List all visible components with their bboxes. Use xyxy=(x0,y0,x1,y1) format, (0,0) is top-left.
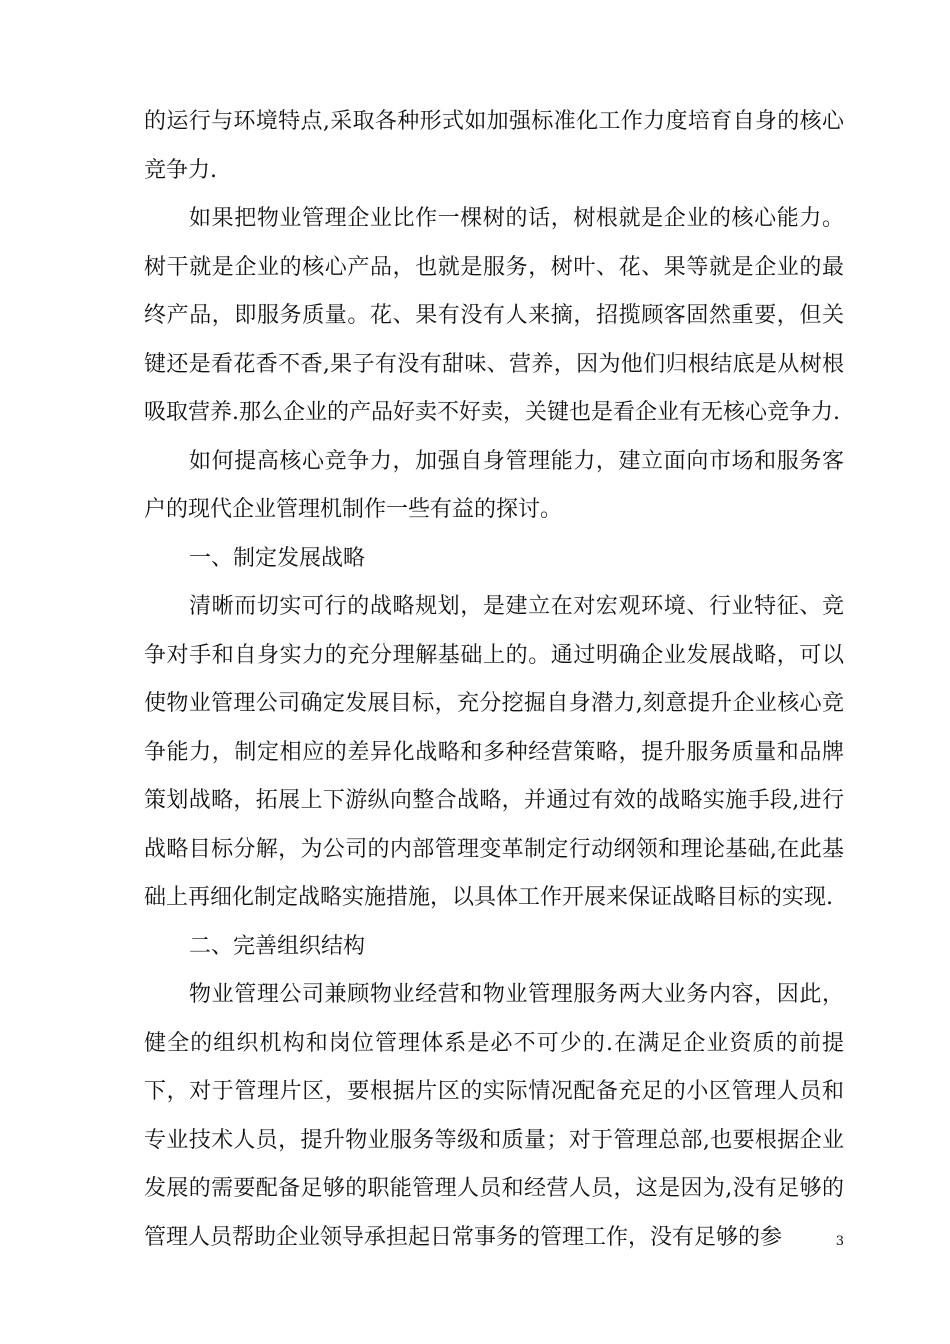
page-number: 3 xyxy=(835,1234,844,1249)
section-heading-organization: 二、完善组织结构 xyxy=(189,933,366,959)
paragraph-continuation: 的运行与环境特点,采取各种形式如加强标准化工作力度培育自身的核心竞争力. xyxy=(144,109,844,183)
section-heading-strategy: 一、制定发展战略 xyxy=(189,545,366,571)
paragraph-tree-analogy: 如果把物业管理企业比作一棵树的话，树根就是企业的核心能力。树干就是企业的核心产品，也就是服务，树叶、花、果等就是企业的最终产品，即服务质量。花、果有没有人来摘，招揽顾客固然重要，但关键还是看花香不香,果子有没有甜味、营养，因为他们归根结底是从树根吸取营养.那么企业的产品好卖不好卖，关键也是看企业有无核心竞争力. xyxy=(144,206,844,425)
paragraph-strategy: 清晰而切实可行的战略规划，是建立在对宏观环境、行业特征、竞争对手和自身实力的充分理解基础上的。通过明确企业发展战略，可以使物业管理公司确定发展目标，充分挖掘自身潜力,刻意提升企业核心竞争能力，制定相应的差异化战略和多种经营策略，提升服务质量和品牌策划战略，拓展上下游纵向整合战略，并通过有效的战略实施手段,进行战略目标分解，为公司的内部管理变革制定行动纲领和理论基础,在此基础上再细化制定战略实施措施，以具体工作开展来保证战略目标的实现. xyxy=(144,594,844,910)
body-text xyxy=(144,98,844,1262)
paragraph-core-competitiveness: 如何提高核心竞争力，加强自身管理能力，建立面向市场和服务客户的现代企业管理机制作一些有益的探讨。 xyxy=(144,448,844,522)
paragraph-organization: 物业管理公司兼顾物业经营和物业管理服务两大业务内容，因此，健全的组织机构和岗位管理体系是必不可少的.在满足企业资质的前提下，对于管理片区，要根据片区的实际情况配备充足的小区管理人员和专业技术人员，提升物业服务等级和质量；对于管理总部,也要根据企业发展的需要配备足够的职能管理人员和经营人员，这是因为,没有足够的管理人员帮助企业领导承担起日常事务的管理工作，没有足够的参 xyxy=(144,982,844,1250)
